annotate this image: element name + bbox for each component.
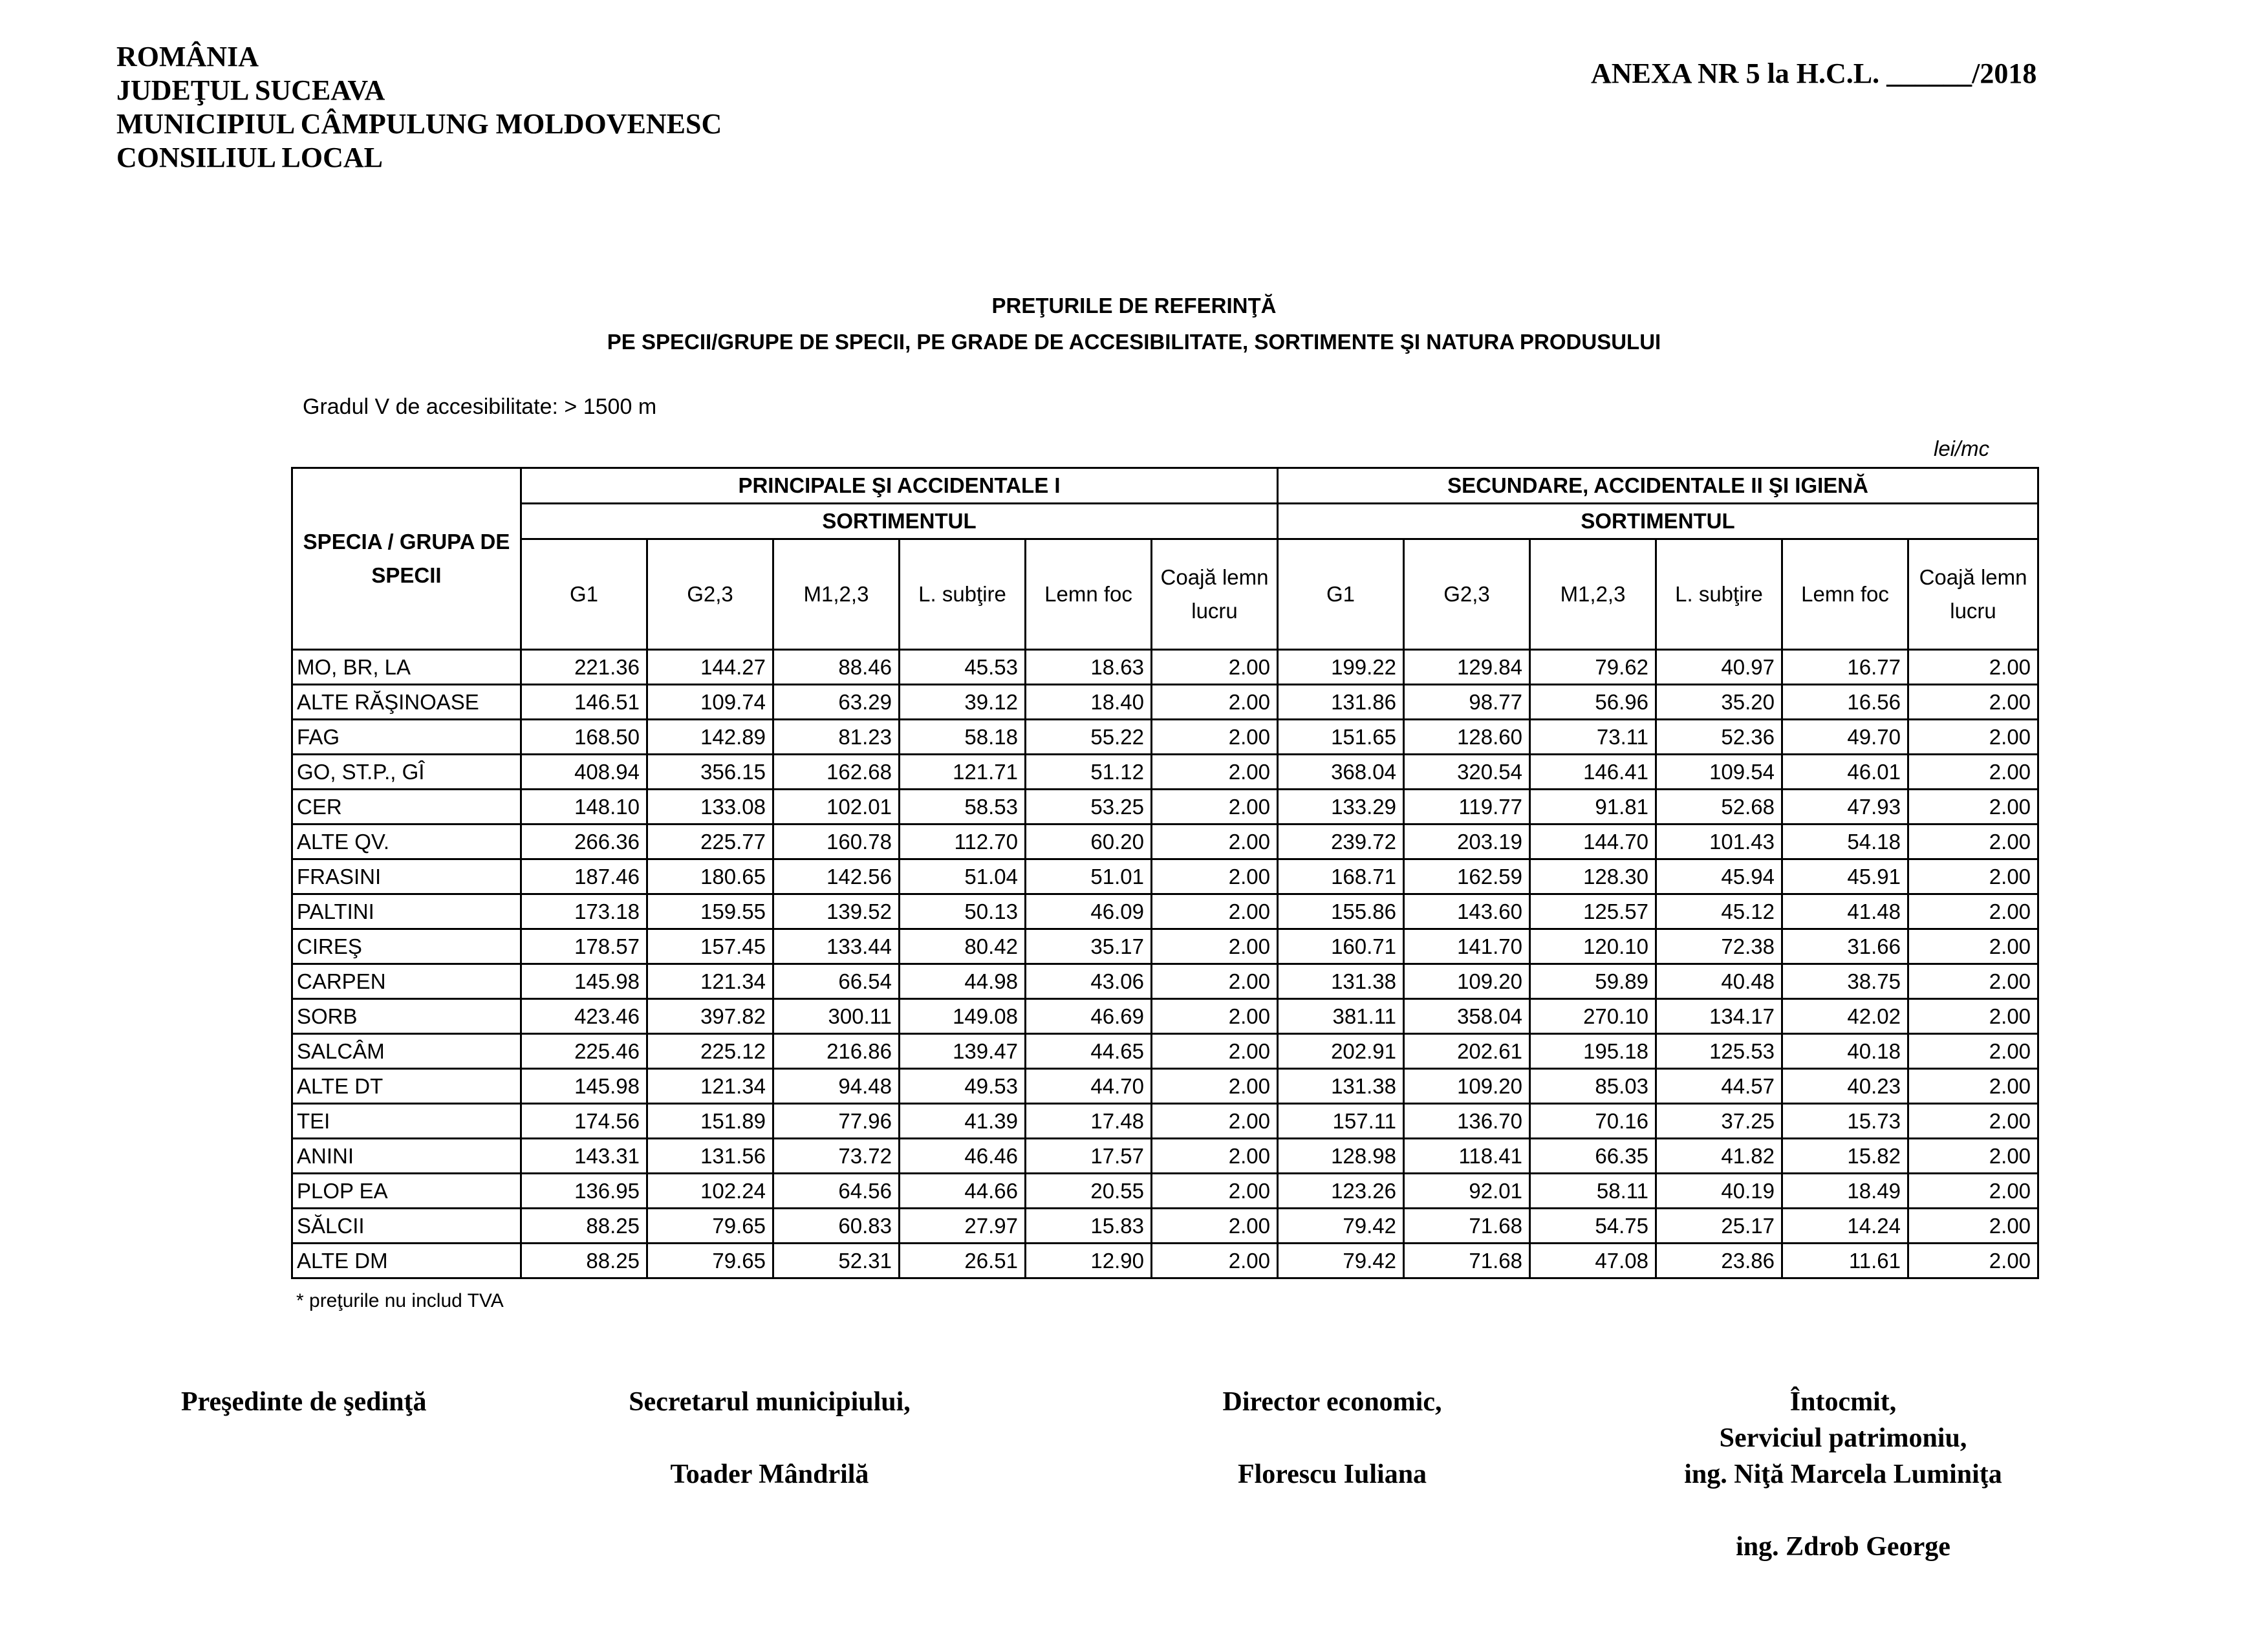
price-cell: 92.01 bbox=[1404, 1174, 1530, 1209]
price-cell: 397.82 bbox=[647, 999, 773, 1034]
price-cell: 11.61 bbox=[1782, 1244, 1908, 1278]
price-cell: 79.42 bbox=[1278, 1244, 1404, 1278]
table-row bbox=[292, 1034, 2038, 1069]
price-cell: 173.18 bbox=[521, 894, 647, 929]
price-cell: 320.54 bbox=[1404, 755, 1530, 790]
price-cell: 58.18 bbox=[900, 720, 1026, 755]
table-row bbox=[292, 929, 2038, 964]
table-row bbox=[292, 720, 2038, 755]
price-cell: 46.01 bbox=[1782, 755, 1908, 790]
price-cell: 44.57 bbox=[1656, 1069, 1782, 1104]
price-cell: 17.48 bbox=[1026, 1104, 1152, 1139]
price-cell: 121.34 bbox=[647, 1069, 773, 1104]
price-cell: 46.46 bbox=[900, 1139, 1026, 1174]
price-cell: 49.53 bbox=[900, 1069, 1026, 1104]
price-cell: 368.04 bbox=[1278, 755, 1404, 790]
price-cell: 2.00 bbox=[1152, 1139, 1278, 1174]
price-cell: 51.04 bbox=[900, 859, 1026, 894]
price-cell: 270.10 bbox=[1530, 999, 1656, 1034]
price-cell: 2.00 bbox=[1908, 650, 2038, 685]
species-cell: SALCÂM bbox=[292, 1034, 521, 1069]
reference-price-table bbox=[291, 467, 2039, 1279]
prepared-department: Serviciul patrimoniu, bbox=[1719, 1423, 1967, 1453]
price-cell: 112.70 bbox=[900, 824, 1026, 859]
price-cell: 2.00 bbox=[1152, 859, 1278, 894]
column-header: L. subţire bbox=[900, 539, 1026, 650]
price-cell: 45.91 bbox=[1782, 859, 1908, 894]
species-cell: SĂLCII bbox=[292, 1209, 521, 1244]
price-cell: 423.46 bbox=[521, 999, 647, 1034]
price-cell: 119.77 bbox=[1404, 790, 1530, 824]
table-row bbox=[292, 685, 2038, 720]
price-cell: 143.31 bbox=[521, 1139, 647, 1174]
table-row bbox=[292, 894, 2038, 929]
price-cell: 146.51 bbox=[521, 685, 647, 720]
assortment-header-primary: SORTIMENTUL bbox=[521, 504, 1278, 539]
price-cell: 225.46 bbox=[521, 1034, 647, 1069]
price-cell: 15.73 bbox=[1782, 1104, 1908, 1139]
price-cell: 17.57 bbox=[1026, 1139, 1152, 1174]
price-cell: 77.96 bbox=[773, 1104, 900, 1139]
price-cell: 53.25 bbox=[1026, 790, 1152, 824]
price-cell: 2.00 bbox=[1908, 1174, 2038, 1209]
price-cell: 41.48 bbox=[1782, 894, 1908, 929]
group-secondary-header: SECUNDARE, ACCIDENTALE II ŞI IGIENĂ bbox=[1278, 468, 2038, 504]
price-cell: 109.20 bbox=[1404, 1069, 1530, 1104]
price-cell: 125.57 bbox=[1530, 894, 1656, 929]
price-cell: 2.00 bbox=[1908, 859, 2038, 894]
price-cell: 2.00 bbox=[1152, 1069, 1278, 1104]
price-cell: 40.48 bbox=[1656, 964, 1782, 999]
price-cell: 2.00 bbox=[1908, 720, 2038, 755]
price-cell: 2.00 bbox=[1908, 1209, 2038, 1244]
price-cell: 66.35 bbox=[1530, 1139, 1656, 1174]
price-cell: 70.16 bbox=[1530, 1104, 1656, 1139]
price-cell: 2.00 bbox=[1908, 1139, 2038, 1174]
price-cell: 46.69 bbox=[1026, 999, 1152, 1034]
price-cell: 88.25 bbox=[521, 1244, 647, 1278]
price-cell: 45.53 bbox=[900, 650, 1026, 685]
table-row bbox=[292, 1069, 2038, 1104]
price-cell: 46.09 bbox=[1026, 894, 1152, 929]
price-cell: 125.53 bbox=[1656, 1034, 1782, 1069]
unit-label: lei/mc bbox=[1934, 436, 1990, 460]
price-cell: 141.70 bbox=[1404, 929, 1530, 964]
price-cell: 2.00 bbox=[1152, 894, 1278, 929]
column-header: Coajă lemn lucru bbox=[1152, 539, 1278, 650]
table-row bbox=[292, 824, 2038, 859]
price-cell: 136.70 bbox=[1404, 1104, 1530, 1139]
price-cell: 27.97 bbox=[900, 1209, 1026, 1244]
price-cell: 2.00 bbox=[1908, 824, 2038, 859]
price-cell: 31.66 bbox=[1782, 929, 1908, 964]
price-cell: 195.18 bbox=[1530, 1034, 1656, 1069]
price-cell: 35.17 bbox=[1026, 929, 1152, 964]
price-cell: 2.00 bbox=[1152, 650, 1278, 685]
price-cell: 203.19 bbox=[1404, 824, 1530, 859]
price-cell: 15.82 bbox=[1782, 1139, 1908, 1174]
price-cell: 101.43 bbox=[1656, 824, 1782, 859]
price-cell: 20.55 bbox=[1026, 1174, 1152, 1209]
price-cell: 88.46 bbox=[773, 650, 900, 685]
price-cell: 109.20 bbox=[1404, 964, 1530, 999]
price-cell: 139.47 bbox=[900, 1034, 1026, 1069]
price-cell: 2.00 bbox=[1152, 964, 1278, 999]
price-cell: 180.65 bbox=[647, 859, 773, 894]
signature-president bbox=[181, 1384, 427, 1420]
price-cell: 142.56 bbox=[773, 859, 900, 894]
price-cell: 44.98 bbox=[900, 964, 1026, 999]
price-cell: 73.72 bbox=[773, 1139, 900, 1174]
price-cell: 134.17 bbox=[1656, 999, 1782, 1034]
price-cell: 199.22 bbox=[1278, 650, 1404, 685]
price-cell: 131.38 bbox=[1278, 964, 1404, 999]
price-cell: 54.75 bbox=[1530, 1209, 1656, 1244]
price-cell: 18.49 bbox=[1782, 1174, 1908, 1209]
price-cell: 79.62 bbox=[1530, 650, 1656, 685]
price-cell: 40.19 bbox=[1656, 1174, 1782, 1209]
header-country: ROMÂNIA bbox=[116, 41, 259, 72]
price-cell: 88.25 bbox=[521, 1209, 647, 1244]
header-council: CONSILIUL LOCAL bbox=[116, 142, 383, 173]
price-cell: 178.57 bbox=[521, 929, 647, 964]
price-cell: 160.71 bbox=[1278, 929, 1404, 964]
price-cell: 41.82 bbox=[1656, 1139, 1782, 1174]
price-cell: 2.00 bbox=[1908, 1069, 2038, 1104]
column-header: G1 bbox=[521, 539, 647, 650]
species-column-header: SPECIA / GRUPA DE SPECII bbox=[292, 468, 521, 650]
price-cell: 2.00 bbox=[1908, 790, 2038, 824]
price-cell: 168.50 bbox=[521, 720, 647, 755]
price-cell: 225.12 bbox=[647, 1034, 773, 1069]
price-cell: 358.04 bbox=[1404, 999, 1530, 1034]
species-cell: SORB bbox=[292, 999, 521, 1034]
price-cell: 49.70 bbox=[1782, 720, 1908, 755]
table-row bbox=[292, 755, 2038, 790]
price-cell: 98.77 bbox=[1404, 685, 1530, 720]
price-cell: 2.00 bbox=[1152, 999, 1278, 1034]
vat-footnote: * preţurile nu includ TVA bbox=[296, 1290, 504, 1311]
signature-director bbox=[1151, 1384, 1513, 1493]
price-cell: 54.18 bbox=[1782, 824, 1908, 859]
price-cell: 136.95 bbox=[521, 1174, 647, 1209]
price-cell: 128.60 bbox=[1404, 720, 1530, 755]
price-cell: 131.86 bbox=[1278, 685, 1404, 720]
price-cell: 79.42 bbox=[1278, 1209, 1404, 1244]
species-cell: ALTE DT bbox=[292, 1069, 521, 1104]
price-cell: 2.00 bbox=[1908, 929, 2038, 964]
price-cell: 109.54 bbox=[1656, 755, 1782, 790]
price-cell: 55.22 bbox=[1026, 720, 1152, 755]
header-county: JUDEŢUL SUCEAVA bbox=[116, 74, 385, 106]
price-cell: 2.00 bbox=[1152, 1244, 1278, 1278]
species-cell: FRASINI bbox=[292, 859, 521, 894]
column-header: M1,2,3 bbox=[1530, 539, 1656, 650]
price-cell: 266.36 bbox=[521, 824, 647, 859]
column-header: Lemn foc bbox=[1782, 539, 1908, 650]
price-cell: 2.00 bbox=[1908, 755, 2038, 790]
price-cell: 144.27 bbox=[647, 650, 773, 685]
price-cell: 128.98 bbox=[1278, 1139, 1404, 1174]
price-cell: 300.11 bbox=[773, 999, 900, 1034]
price-cell: 2.00 bbox=[1908, 685, 2038, 720]
price-cell: 139.52 bbox=[773, 894, 900, 929]
price-cell: 64.56 bbox=[773, 1174, 900, 1209]
price-cell: 2.00 bbox=[1152, 755, 1278, 790]
price-cell: 121.34 bbox=[647, 964, 773, 999]
table-row bbox=[292, 1174, 2038, 1209]
price-cell: 91.81 bbox=[1530, 790, 1656, 824]
price-cell: 80.42 bbox=[900, 929, 1026, 964]
price-cell: 47.93 bbox=[1782, 790, 1908, 824]
price-cell: 39.12 bbox=[900, 685, 1026, 720]
price-cell: 151.89 bbox=[647, 1104, 773, 1139]
price-cell: 239.72 bbox=[1278, 824, 1404, 859]
price-cell: 2.00 bbox=[1908, 894, 2038, 929]
price-cell: 162.59 bbox=[1404, 859, 1530, 894]
price-cell: 142.89 bbox=[647, 720, 773, 755]
species-cell: PALTINI bbox=[292, 894, 521, 929]
president-title: Preşedinte de şedinţă bbox=[181, 1387, 427, 1417]
price-cell: 37.25 bbox=[1656, 1104, 1782, 1139]
price-cell: 2.00 bbox=[1152, 1034, 1278, 1069]
price-cell: 216.86 bbox=[773, 1034, 900, 1069]
price-cell: 2.00 bbox=[1152, 929, 1278, 964]
price-cell: 202.91 bbox=[1278, 1034, 1404, 1069]
price-cell: 40.97 bbox=[1656, 650, 1782, 685]
table-row bbox=[292, 859, 2038, 894]
species-cell: CIREŞ bbox=[292, 929, 521, 964]
price-cell: 2.00 bbox=[1908, 964, 2038, 999]
column-header: G2,3 bbox=[647, 539, 773, 650]
price-cell: 187.46 bbox=[521, 859, 647, 894]
table-row bbox=[292, 1139, 2038, 1174]
secretary-name: Toader Mândrilă bbox=[670, 1460, 869, 1489]
price-cell: 25.17 bbox=[1656, 1209, 1782, 1244]
accessibility-grade: Gradul V de accesibilitate: > 1500 m bbox=[303, 394, 657, 419]
price-cell: 133.08 bbox=[647, 790, 773, 824]
price-cell: 18.40 bbox=[1026, 685, 1152, 720]
price-cell: 133.44 bbox=[773, 929, 900, 964]
price-cell: 128.30 bbox=[1530, 859, 1656, 894]
price-cell: 66.54 bbox=[773, 964, 900, 999]
price-cell: 202.61 bbox=[1404, 1034, 1530, 1069]
issuer-header bbox=[116, 40, 722, 175]
director-title: Director economic, bbox=[1222, 1387, 1442, 1417]
species-cell: ALTE QV. bbox=[292, 824, 521, 859]
price-cell: 45.12 bbox=[1656, 894, 1782, 929]
price-cell: 131.38 bbox=[1278, 1069, 1404, 1104]
price-cell: 58.53 bbox=[900, 790, 1026, 824]
price-cell: 2.00 bbox=[1152, 824, 1278, 859]
price-cell: 157.45 bbox=[647, 929, 773, 964]
species-cell: CER bbox=[292, 790, 521, 824]
price-cell: 148.10 bbox=[521, 790, 647, 824]
price-cell: 45.94 bbox=[1656, 859, 1782, 894]
table-row bbox=[292, 964, 2038, 999]
price-cell: 73.11 bbox=[1530, 720, 1656, 755]
price-cell: 71.68 bbox=[1404, 1244, 1530, 1278]
price-cell: 159.55 bbox=[647, 894, 773, 929]
price-cell: 162.68 bbox=[773, 755, 900, 790]
price-cell: 41.39 bbox=[900, 1104, 1026, 1139]
price-cell: 47.08 bbox=[1530, 1244, 1656, 1278]
price-cell: 408.94 bbox=[521, 755, 647, 790]
price-cell: 2.00 bbox=[1152, 685, 1278, 720]
price-cell: 59.89 bbox=[1530, 964, 1656, 999]
price-cell: 155.86 bbox=[1278, 894, 1404, 929]
price-cell: 60.20 bbox=[1026, 824, 1152, 859]
price-cell: 43.06 bbox=[1026, 964, 1152, 999]
price-rows bbox=[292, 650, 2038, 1278]
price-cell: 145.98 bbox=[521, 1069, 647, 1104]
column-header: Coajă lemn lucru bbox=[1908, 539, 2038, 650]
price-cell: 151.65 bbox=[1278, 720, 1404, 755]
price-cell: 52.68 bbox=[1656, 790, 1782, 824]
price-cell: 51.01 bbox=[1026, 859, 1152, 894]
director-name: Florescu Iuliana bbox=[1237, 1460, 1427, 1489]
price-cell: 42.02 bbox=[1782, 999, 1908, 1034]
column-header: G1 bbox=[1278, 539, 1404, 650]
price-cell: 52.31 bbox=[773, 1244, 900, 1278]
prepared-name-1: ing. Niţă Marcela Luminiţa bbox=[1684, 1460, 2002, 1489]
document-title bbox=[0, 288, 2268, 360]
species-cell: TEI bbox=[292, 1104, 521, 1139]
price-cell: 79.65 bbox=[647, 1244, 773, 1278]
price-cell: 81.23 bbox=[773, 720, 900, 755]
price-cell: 18.63 bbox=[1026, 650, 1152, 685]
price-cell: 56.96 bbox=[1530, 685, 1656, 720]
price-cell: 118.41 bbox=[1404, 1139, 1530, 1174]
signature-secretary bbox=[589, 1384, 951, 1493]
price-cell: 71.68 bbox=[1404, 1209, 1530, 1244]
price-cell: 2.00 bbox=[1152, 790, 1278, 824]
price-cell: 94.48 bbox=[773, 1069, 900, 1104]
price-cell: 2.00 bbox=[1908, 999, 2038, 1034]
price-cell: 2.00 bbox=[1908, 1034, 2038, 1069]
price-cell: 50.13 bbox=[900, 894, 1026, 929]
table-row bbox=[292, 1244, 2038, 1278]
price-cell: 168.71 bbox=[1278, 859, 1404, 894]
price-cell: 2.00 bbox=[1908, 1244, 2038, 1278]
price-cell: 15.83 bbox=[1026, 1209, 1152, 1244]
header-municipality: MUNICIPIUL CÂMPULUNG MOLDOVENESC bbox=[116, 108, 722, 140]
price-cell: 44.66 bbox=[900, 1174, 1026, 1209]
price-cell: 16.77 bbox=[1782, 650, 1908, 685]
price-cell: 2.00 bbox=[1152, 1174, 1278, 1209]
species-cell: ALTE RĂŞINOASE bbox=[292, 685, 521, 720]
species-cell: CARPEN bbox=[292, 964, 521, 999]
price-cell: 221.36 bbox=[521, 650, 647, 685]
price-cell: 2.00 bbox=[1908, 1104, 2038, 1139]
price-cell: 174.56 bbox=[521, 1104, 647, 1139]
table-row bbox=[292, 1104, 2038, 1139]
price-cell: 44.70 bbox=[1026, 1069, 1152, 1104]
price-cell: 44.65 bbox=[1026, 1034, 1152, 1069]
price-cell: 356.15 bbox=[647, 755, 773, 790]
price-cell: 2.00 bbox=[1152, 1104, 1278, 1139]
price-cell: 63.29 bbox=[773, 685, 900, 720]
price-cell: 102.01 bbox=[773, 790, 900, 824]
price-cell: 145.98 bbox=[521, 964, 647, 999]
price-cell: 146.41 bbox=[1530, 755, 1656, 790]
title-line-2: PE SPECII/GRUPE DE SPECII, PE GRADE DE ACCESIBILITATE, SORTIMENTE ŞI NATURA PRODUSULUI bbox=[607, 330, 1661, 354]
price-cell: 26.51 bbox=[900, 1244, 1026, 1278]
price-cell: 129.84 bbox=[1404, 650, 1530, 685]
assortment-header-secondary: SORTIMENTUL bbox=[1278, 504, 2038, 539]
price-cell: 2.00 bbox=[1152, 720, 1278, 755]
price-cell: 120.10 bbox=[1530, 929, 1656, 964]
price-cell: 149.08 bbox=[900, 999, 1026, 1034]
price-cell: 14.24 bbox=[1782, 1209, 1908, 1244]
species-cell: MO, BR, LA bbox=[292, 650, 521, 685]
table-row bbox=[292, 999, 2038, 1034]
table-row bbox=[292, 1209, 2038, 1244]
price-cell: 35.20 bbox=[1656, 685, 1782, 720]
price-cell: 40.18 bbox=[1782, 1034, 1908, 1069]
species-cell: FAG bbox=[292, 720, 521, 755]
price-cell: 85.03 bbox=[1530, 1069, 1656, 1104]
title-line-1: PREŢURILE DE REFERINŢĂ bbox=[991, 294, 1277, 318]
price-cell: 40.23 bbox=[1782, 1069, 1908, 1104]
price-cell: 72.38 bbox=[1656, 929, 1782, 964]
price-cell: 102.24 bbox=[647, 1174, 773, 1209]
price-cell: 133.29 bbox=[1278, 790, 1404, 824]
species-cell: PLOP EA bbox=[292, 1174, 521, 1209]
column-header: L. subţire bbox=[1656, 539, 1782, 650]
price-cell: 60.83 bbox=[773, 1209, 900, 1244]
price-cell: 225.77 bbox=[647, 824, 773, 859]
price-cell: 123.26 bbox=[1278, 1174, 1404, 1209]
signature-prepared-by bbox=[1630, 1384, 2057, 1565]
table-row bbox=[292, 650, 2038, 685]
price-cell: 12.90 bbox=[1026, 1244, 1152, 1278]
price-cell: 58.11 bbox=[1530, 1174, 1656, 1209]
price-cell: 160.78 bbox=[773, 824, 900, 859]
price-cell: 157.11 bbox=[1278, 1104, 1404, 1139]
price-cell: 51.12 bbox=[1026, 755, 1152, 790]
price-cell: 79.65 bbox=[647, 1209, 773, 1244]
price-cell: 52.36 bbox=[1656, 720, 1782, 755]
column-header: M1,2,3 bbox=[773, 539, 900, 650]
price-cell: 143.60 bbox=[1404, 894, 1530, 929]
annex-reference: ANEXA NR 5 la H.C.L. ______/2018 bbox=[1591, 58, 2037, 89]
prepared-name-2: ing. Zdrob George bbox=[1736, 1532, 1950, 1562]
species-cell: ANINI bbox=[292, 1139, 521, 1174]
price-cell: 121.71 bbox=[900, 755, 1026, 790]
prepared-title: Întocmit, bbox=[1789, 1387, 1897, 1417]
table-row bbox=[292, 790, 2038, 824]
price-cell: 131.56 bbox=[647, 1139, 773, 1174]
price-cell: 38.75 bbox=[1782, 964, 1908, 999]
column-header: G2,3 bbox=[1404, 539, 1530, 650]
secretary-title: Secretarul municipiului, bbox=[629, 1387, 911, 1417]
price-cell: 109.74 bbox=[647, 685, 773, 720]
species-cell: GO, ST.P., GÎ bbox=[292, 755, 521, 790]
price-cell: 16.56 bbox=[1782, 685, 1908, 720]
price-cell: 144.70 bbox=[1530, 824, 1656, 859]
price-cell: 381.11 bbox=[1278, 999, 1404, 1034]
group-primary-header: PRINCIPALE ŞI ACCIDENTALE I bbox=[521, 468, 1278, 504]
column-header: Lemn foc bbox=[1026, 539, 1152, 650]
price-cell: 2.00 bbox=[1152, 1209, 1278, 1244]
species-cell: ALTE DM bbox=[292, 1244, 521, 1278]
price-cell: 23.86 bbox=[1656, 1244, 1782, 1278]
